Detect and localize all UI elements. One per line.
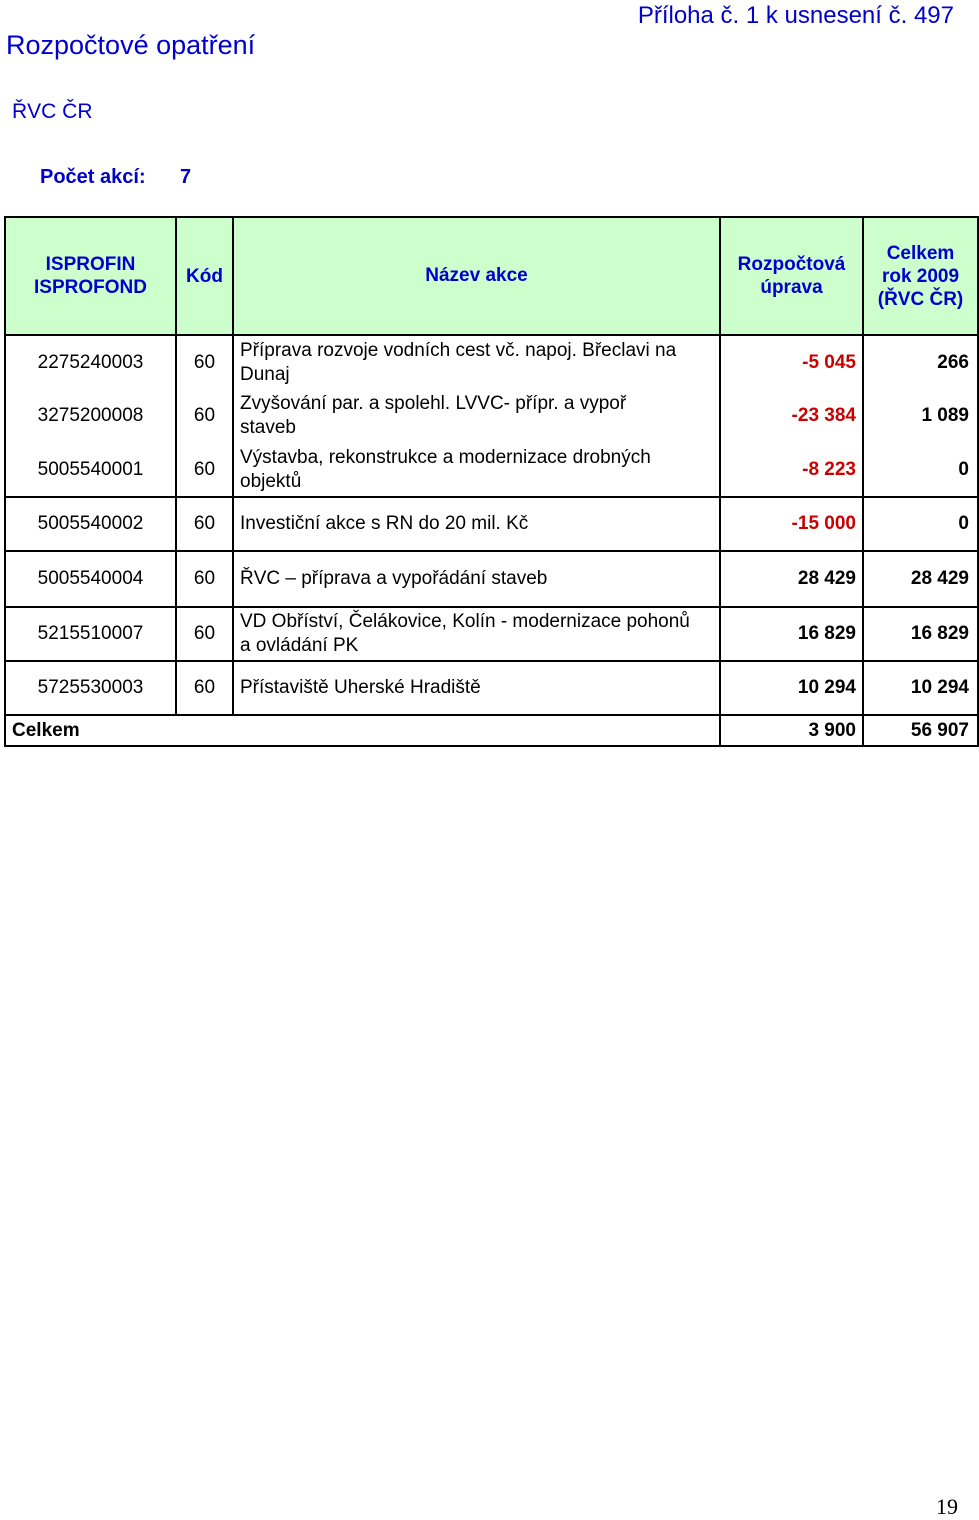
action-count-label: Počet akcí: (40, 166, 146, 188)
table-row (5, 335, 978, 389)
row-budget: -8 223 (720, 443, 863, 497)
row-budget: 28 429 (720, 551, 863, 607)
col-header-name: Název akce (233, 217, 720, 335)
row-total: 16 829 (863, 607, 978, 661)
row-kod: 60 (176, 389, 233, 443)
row-kod: 60 (176, 443, 233, 497)
row-code: 5215510007 (5, 607, 176, 661)
row-name-text: ŘVC – příprava a vypořádání staveb (240, 568, 548, 589)
row-name-text: Investiční akce s RN do 20 mil. Kč (240, 513, 529, 534)
row-kod: 60 (176, 607, 233, 661)
row-total: 1 089 (863, 389, 978, 443)
sum-empty (233, 715, 720, 746)
row-name-text: Zvyšování par. a spolehl. LVVC- přípr. a vypoř staveb (240, 393, 627, 438)
table-row (5, 551, 978, 607)
sum-empty (176, 715, 233, 746)
row-total: 28 429 (863, 551, 978, 607)
row-name-text: Příprava rozvoje vodních cest vč. napoj. Břeclavi na Dunaj (240, 339, 677, 385)
row-kod: 60 (176, 661, 233, 715)
row-code: 5005540002 (5, 497, 176, 551)
sum-total: 56 907 (863, 715, 978, 746)
row-name-text: Přístaviště Uherské Hradiště (240, 677, 481, 698)
table-row (5, 497, 978, 551)
row-total: 10 294 (863, 661, 978, 715)
col-header-code: ISPROFIN ISPROFOND (5, 217, 176, 335)
organization-name: ŘVC ČR (12, 100, 93, 123)
row-code: 5725530003 (5, 661, 176, 715)
row-kod: 60 (176, 551, 233, 607)
col-header-total-line2: rok 2009 (881, 265, 960, 287)
row-name (233, 389, 720, 443)
page-number: 19 (936, 1494, 958, 1519)
row-total: 266 (863, 335, 978, 389)
table-row (5, 389, 978, 443)
row-budget: 10 294 (720, 661, 863, 715)
action-count-value: 7 (180, 166, 192, 188)
row-name (233, 551, 720, 607)
table-row (5, 443, 978, 497)
row-budget: -5 045 (720, 335, 863, 389)
table-header-row (5, 217, 978, 335)
table-row (5, 661, 978, 715)
budget-table (4, 216, 979, 747)
col-header-kod: Kód (176, 217, 233, 335)
row-name (233, 607, 720, 661)
sum-row (5, 715, 978, 746)
annex-reference: Příloha č. 1 k usnesení č. 497 (637, 2, 954, 29)
row-budget: 16 829 (720, 607, 863, 661)
row-name-text: Výstavba, rekonstrukce a modernizace drobných objektů (240, 446, 651, 492)
page-title: Rozpočtové opatření (6, 30, 256, 60)
row-budget: -23 384 (720, 389, 863, 443)
sum-budget: 3 900 (720, 715, 863, 746)
row-code: 2275240003 (5, 335, 176, 389)
row-name (233, 497, 720, 551)
row-budget: -15 000 (720, 497, 863, 551)
row-kod: 60 (176, 497, 233, 551)
col-header-total-line1: Celkem (886, 242, 955, 264)
sum-label: Celkem (5, 715, 176, 746)
row-name (233, 443, 720, 497)
table-row (5, 607, 978, 661)
col-header-total-line3: (ŘVC ČR) (877, 288, 964, 310)
row-total: 0 (863, 443, 978, 497)
row-code: 5005540004 (5, 551, 176, 607)
row-name (233, 335, 720, 389)
col-header-budget: Rozpočtová úprava (720, 217, 863, 335)
row-name (233, 661, 720, 715)
row-total: 0 (863, 497, 978, 551)
row-code: 5005540001 (5, 443, 176, 497)
col-header-total (863, 217, 978, 335)
row-name-text: VD Obříství, Čelákovice, Kolín - modernizace pohonů a ovládání PK (240, 611, 690, 656)
row-code: 3275200008 (5, 389, 176, 443)
row-kod: 60 (176, 335, 233, 389)
